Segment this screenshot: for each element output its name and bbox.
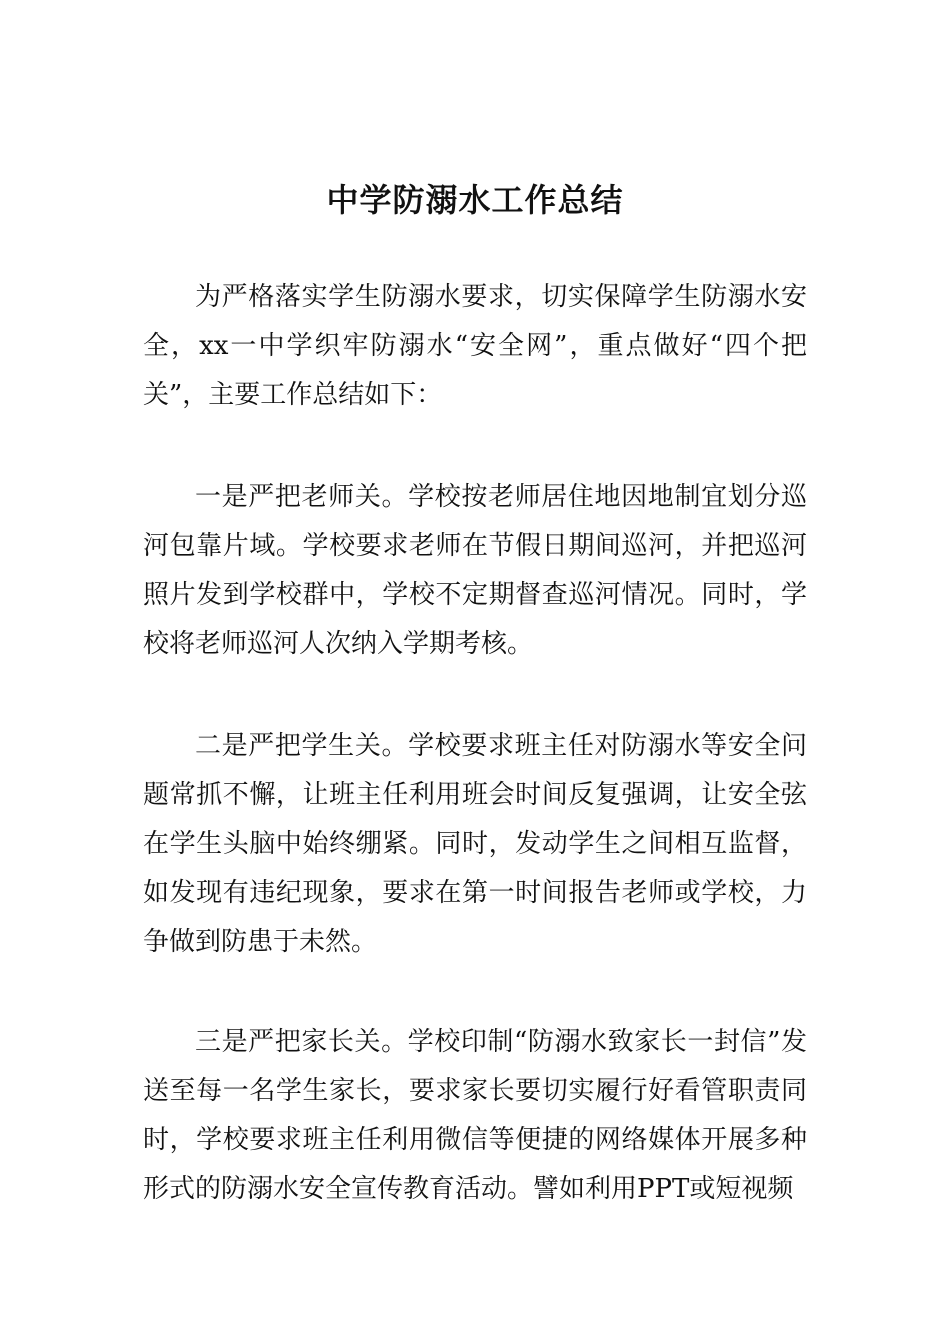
paragraph-intro: 为严格落实学生防溺水要求，切实保障学生防溺水安全，xx一中学织牢防溺水“安全网”，重点做好“四个把关”，主要工作总结如下：: [143, 282, 807, 410]
paragraph-student: 二是严把学生关。学校要求班主任对防溺水等安全问题常抓不懈，让班主任利用班会时间反复强调，让安全弦在学生头脑中始终绷紧。同时，发动学生之间相互监督，如发现有违纪现象，要求在第一时间报告老师或学校，力争做到防患于未然。: [143, 731, 807, 957]
paragraph-parent: 三是严把家长关。学校印制“防溺水致家长一封信”发送至每一名学生家长，要求家长要切实履行好看管职责同时，学校要求班主任利用微信等便捷的网络媒体开展多种形式的防溺水安全宣传教育活动。譬如利用PPT或短视频: [143, 1027, 807, 1204]
document-title: 中学防溺水工作总结: [326, 181, 624, 219]
paragraph-teacher: 一是严把老师关。学校按老师居住地因地制宜划分巡河包靠片域。学校要求老师在节假日期间巡河，并把巡河照片发到学校群中，学校不定期督查巡河情况。同时，学校将老师巡河人次纳入学期考核。: [143, 482, 807, 659]
